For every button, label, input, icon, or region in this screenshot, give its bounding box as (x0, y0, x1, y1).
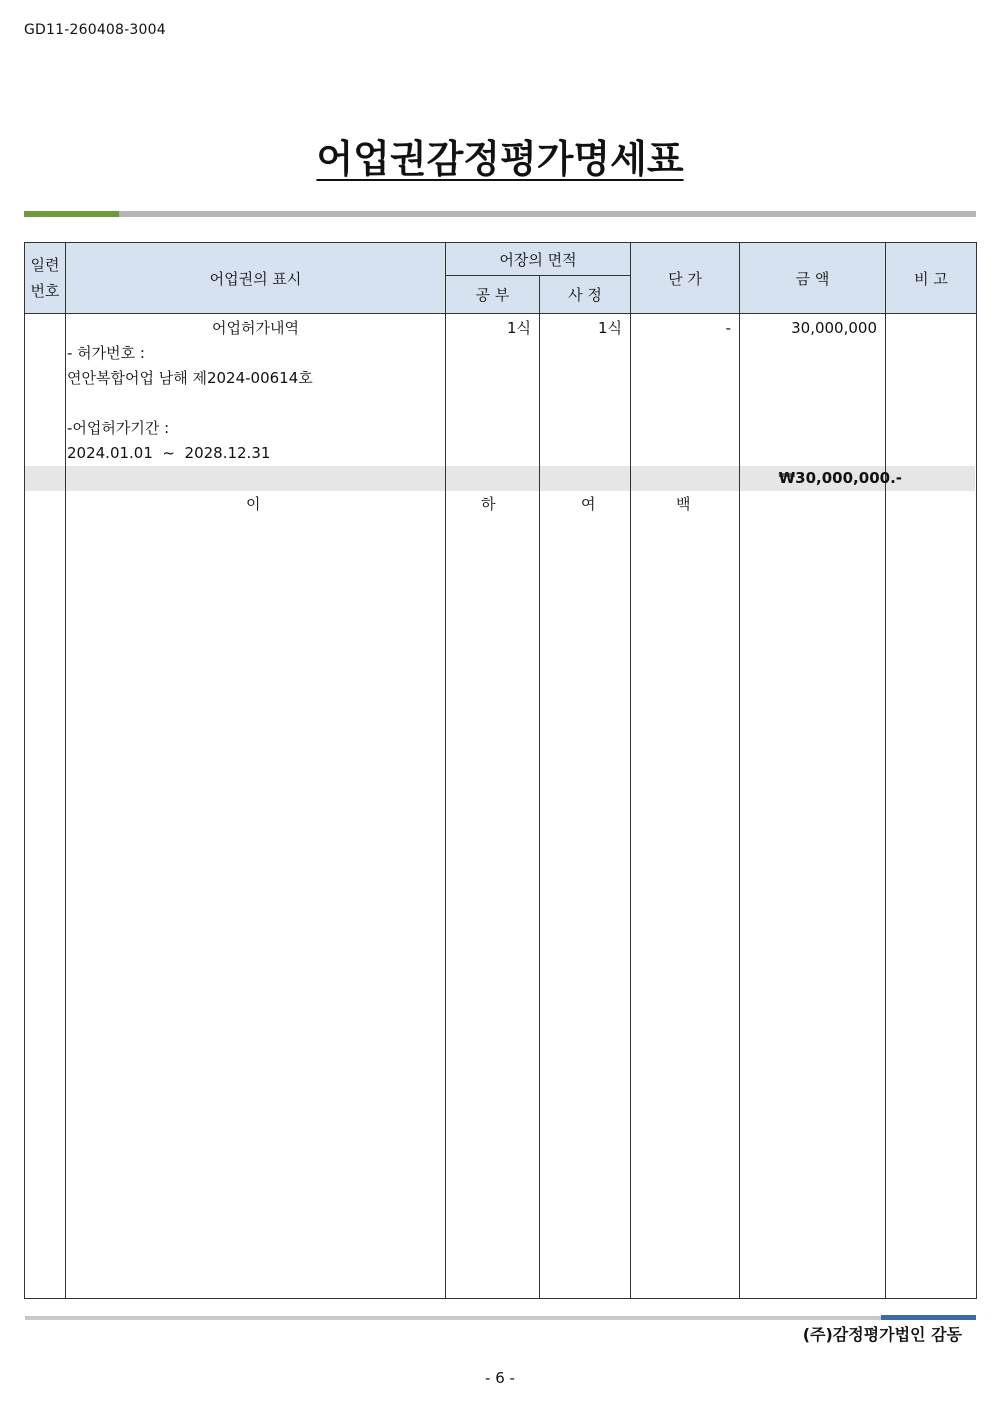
desc-heading: 어업허가내역 (212, 319, 299, 337)
header-serial (25, 243, 66, 314)
header-unit-price: 단 가 (631, 243, 740, 314)
page-title (0, 128, 1000, 183)
cell-description (66, 314, 446, 1299)
header-remarks: 비 고 (886, 243, 977, 314)
end-mark-1: 이 (246, 495, 261, 513)
desc-line: 2024.01.01 ~ 2028.12.31 (67, 444, 271, 462)
header-description: 어업권의 표시 (66, 243, 446, 314)
header-serial-line2: 번호 (30, 282, 60, 300)
cell-unit-price: - (631, 314, 740, 1299)
desc-line: -어업허가기간 : (67, 419, 170, 437)
top-divider-accent (24, 211, 119, 217)
top-divider (24, 211, 976, 217)
end-mark-2: 하 (481, 495, 496, 513)
header-area-public: 공 부 (446, 276, 540, 314)
header-area-actual: 사 정 (540, 276, 631, 314)
header-amount: 금 액 (740, 243, 886, 314)
end-mark-4: 백 (676, 495, 691, 513)
desc-line: - 허가번호 : (67, 344, 145, 362)
bottom-divider-accent (881, 1315, 976, 1320)
cell-area-public: 1식 (446, 314, 540, 1299)
cell-amount: 30,000,000 (740, 314, 886, 1299)
page-number: - 6 - (485, 1369, 515, 1387)
cell-area-actual: 1식 (540, 314, 631, 1299)
table-row (25, 314, 977, 1299)
cell-serial (25, 314, 66, 1299)
total-amount: ₩30,000,000.- (778, 469, 902, 487)
desc-line (66, 391, 445, 416)
header-serial-line1: 일련 (30, 256, 60, 274)
desc-line: 연안복합어업 남해 제2024-00614호 (67, 369, 313, 387)
cell-remarks (886, 314, 977, 1299)
company-name: (주)감정평가법인 감동 (802, 1325, 962, 1344)
header-area: 어장의 면적 (446, 243, 631, 276)
end-mark-3: 여 (581, 495, 596, 513)
document-code: GD11-260408-3004 (24, 22, 166, 38)
appraisal-table (24, 242, 977, 1299)
bottom-divider (25, 1316, 976, 1320)
page-title-text: 어업권감정평가명세표 (316, 137, 684, 181)
